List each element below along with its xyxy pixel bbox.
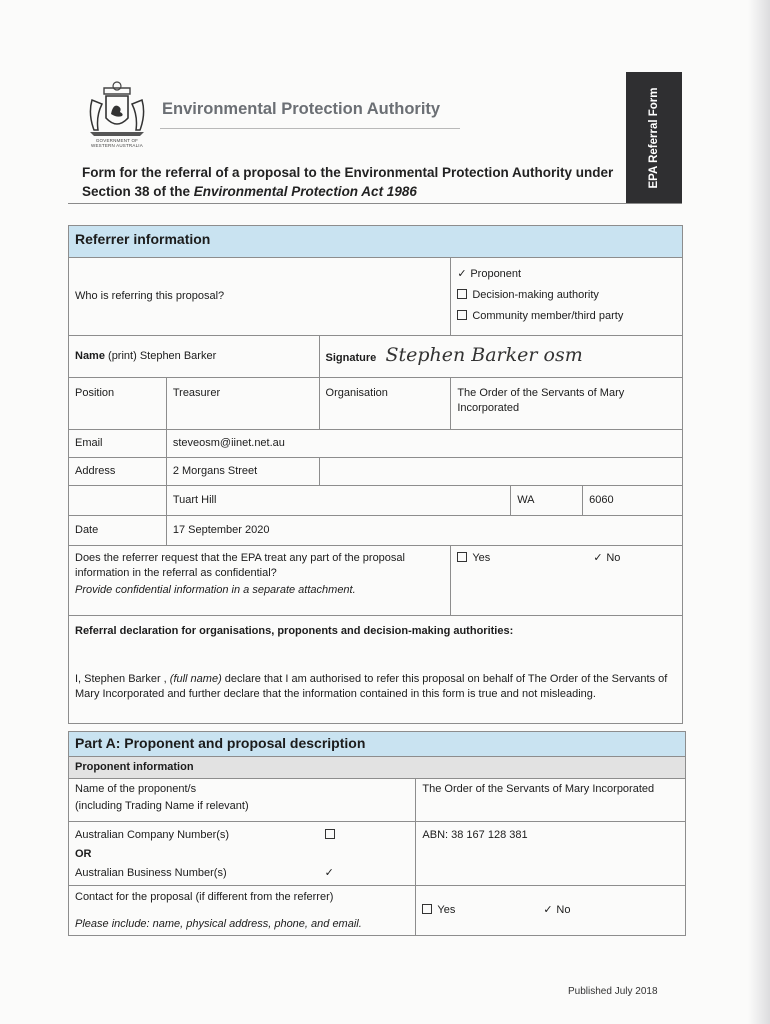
organisation-label: Organisation [319,378,451,430]
contact-note: Please include: name, physical address, phone, and email. [75,918,362,930]
page-edge [748,0,770,1024]
state-value[interactable]: WA [511,486,583,516]
date-label: Date [69,516,167,546]
address-label-blank [69,486,167,516]
contact-no-option[interactable] [543,904,570,916]
referrer-table [68,225,683,724]
confidential-answer [451,546,683,616]
no-label: No [556,904,571,916]
organisation-value[interactable]: The Order of the Servants of Mary Incorporated [451,378,683,430]
abn-label: Australian Business Number(s) [75,867,227,879]
government-caption [78,138,156,148]
postcode-value[interactable]: 6060 [583,486,683,516]
referrer-section-title: Referrer information [69,226,683,258]
declaration-end: declare that I am authorised to refer this proposal on behalf of The Order of the Servants of Mary Incorporated and further declare that the information contained in this form is true and not misleading. [75,673,668,700]
side-tab-label: EPA Referral Form [648,87,660,188]
declaration-hint: (full name) [169,673,222,685]
check-mark-icon: ✓ [543,904,553,916]
confidential-question [69,546,451,616]
declaration-title: Referral declaration for organisations, proponents and decision-making authorities: [75,625,514,637]
confidential-note: Provide confidential information in a separate attachment. [75,584,356,596]
declaration-text [75,672,676,702]
part-a-table [68,731,686,936]
or-label: OR [75,848,92,860]
no-label: No [606,552,621,564]
address-label: Address [69,458,167,486]
date-value[interactable]: 17 September 2020 [166,516,682,546]
part-a-title: Part A: Proponent and proposal description [69,732,686,757]
declaration [69,616,683,724]
proponent-name-label [69,779,416,822]
company-number-cell [69,822,416,886]
form-title [82,163,622,201]
gov-line-2: WESTERN AUSTRALIA [91,143,143,148]
yes-label: Yes [437,904,456,916]
check-mark-icon: ✓ [593,552,603,564]
declaration-start: I, Stephen Barker , [75,673,170,685]
title-divider [68,203,682,204]
option-label: Proponent [470,268,522,280]
name-field[interactable] [69,336,320,378]
signature-field[interactable] [319,336,682,378]
contact-label: Contact for the proposal (if different from the referrer) [75,891,334,903]
contact-cell [69,886,416,936]
proponent-name-label-2: (including Trading Name if relevant) [75,800,249,812]
option-label: Decision-making authority [472,289,599,301]
abn-row[interactable] [75,866,409,881]
agency-divider [160,128,460,129]
acn-row[interactable] [75,828,409,843]
proponent-name-value[interactable]: The Order of the Servants of Mary Incorporated [416,779,686,822]
address-blank [319,458,682,486]
signature-label: Signature [325,351,377,364]
option-proponent[interactable] [457,267,676,282]
name-label: Name [75,350,105,362]
name-hint: (print) [104,350,140,362]
form-title-text: Form for the referral of a proposal to the Environmental Protection Authority under Section 38 of the [82,165,614,199]
email-value[interactable]: steveosm@iinet.net.au [166,430,682,458]
published-date: Published July 2018 [568,986,658,997]
checkbox-icon [457,552,467,562]
contact-answer [416,886,686,936]
option-label: Community member/third party [472,310,624,322]
checkbox-icon [325,829,335,839]
proponent-info-heading: Proponent information [69,757,686,779]
side-tab [626,72,682,203]
signature-value: Stephen Barker osm [385,343,583,366]
check-mark-icon: ✓ [324,867,334,879]
confidential-yes-option[interactable] [457,552,490,564]
referrer-options [451,258,683,336]
position-value[interactable]: Treasurer [166,378,319,430]
proponent-name-label-1: Name of the proponent/s [75,783,197,795]
check-mark-icon: ✓ [457,268,467,280]
checkbox-icon [422,904,432,914]
email-label: Email [69,430,167,458]
position-label: Position [69,378,167,430]
agency-name: Environmental Protection Authority [162,100,441,118]
abn-value[interactable]: ABN: 38 167 128 381 [416,822,686,886]
checkbox-icon [457,289,467,299]
gov-line-1: GOVERNMENT OF [95,138,139,143]
form-title-act: Environmental Protection Act 1986 [193,184,417,199]
yes-label: Yes [472,552,491,564]
who-label: Who is referring this proposal? [69,258,451,336]
address-line-1[interactable]: 2 Morgans Street [166,458,319,486]
address-line-2[interactable]: Tuart Hill [166,486,510,516]
acn-label: Australian Company Number(s) [75,829,230,841]
option-community-member[interactable] [457,309,676,324]
name-value: Stephen Barker [139,350,217,362]
confidential-no-option[interactable] [593,552,620,564]
confidential-question-text: Does the referrer request that the EPA treat any part of the proposal information in the referral as confidential? [75,552,405,579]
checkbox-icon [457,310,467,320]
contact-yes-option[interactable] [422,904,455,916]
option-decision-making-authority[interactable] [457,288,676,303]
